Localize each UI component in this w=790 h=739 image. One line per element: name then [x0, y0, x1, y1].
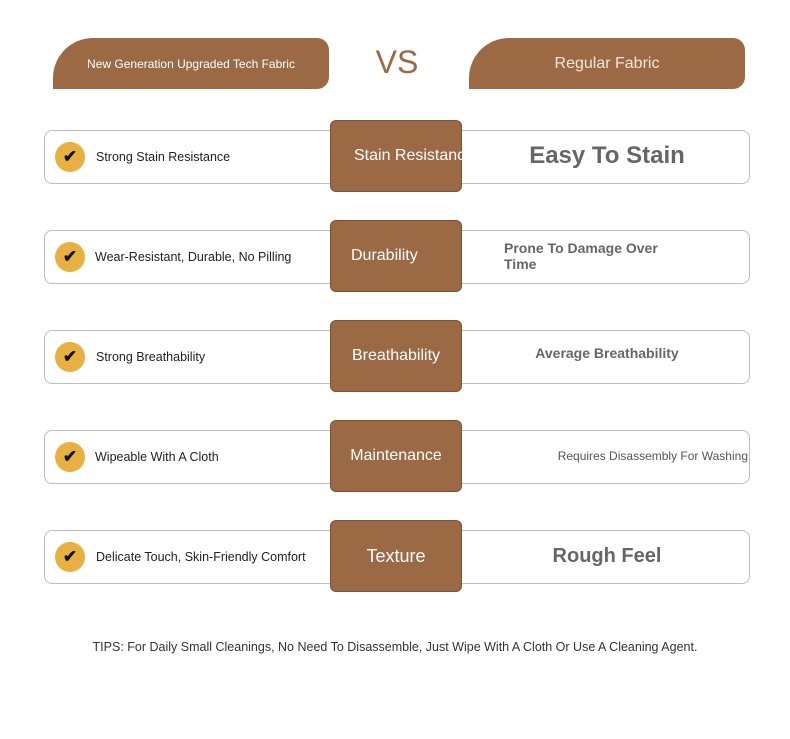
regular-fabric-header [469, 38, 745, 89]
check-icon: ✔ [55, 342, 85, 372]
check-icon: ✔ [55, 142, 85, 172]
comparison-row [44, 130, 750, 183]
drawback-text: Rough Feel [552, 544, 662, 567]
drawback-text: Easy To Stain [529, 142, 685, 169]
check-icon: ✔ [55, 442, 85, 472]
feature-label: Durability [330, 220, 462, 292]
tips-text: TIPS: For Daily Small Cleanings, No Need To Disassemble, Just Wipe With A Cloth Or Use A Cleaning Agent. [92, 640, 698, 654]
comparison-row [44, 230, 750, 283]
advantage-box [44, 330, 346, 384]
advantage-text: Delicate Touch, Skin-Friendly Comfort [96, 550, 306, 564]
comparison-row [44, 530, 750, 583]
advantage-box [44, 430, 346, 484]
advantage-box [44, 530, 346, 584]
advantage-text: Wear-Resistant, Durable, No Pilling [95, 250, 292, 264]
drawback-text: Prone To Damage Over Time [504, 240, 658, 272]
advantage-box [44, 230, 346, 284]
feature-label: Maintenance [330, 420, 462, 492]
drawback-text: Average Breathability [535, 345, 679, 361]
drawback-text: Requires Disassembly For Washing [557, 449, 748, 463]
comparison-row [44, 430, 750, 483]
vs-label: VS [375, 44, 419, 80]
feature-label: Texture [330, 520, 462, 592]
upgraded-fabric-header [53, 38, 329, 89]
regular-fabric-title: Regular Fabric [554, 54, 660, 72]
advantage-text: Strong Breathability [96, 350, 206, 364]
upgraded-fabric-title: New Generation Upgraded Tech Fabric [87, 56, 295, 71]
advantage-text: Wipeable With A Cloth [95, 450, 219, 464]
comparison-row [44, 330, 750, 383]
advantage-text: Strong Stain Resistance [96, 150, 231, 164]
check-icon: ✔ [55, 242, 85, 272]
advantage-box [44, 130, 346, 184]
feature-label: Breathability [330, 320, 462, 392]
feature-label: Stain Resistance [330, 120, 462, 192]
check-icon: ✔ [55, 542, 85, 572]
